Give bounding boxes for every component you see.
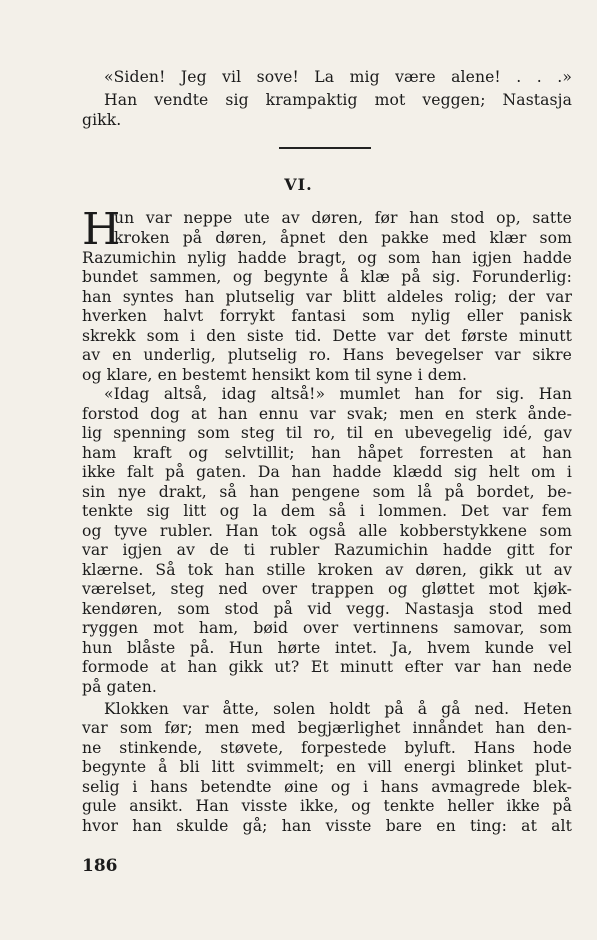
text-line: på gaten.: [82, 678, 157, 696]
page-number: 186: [82, 856, 118, 876]
text-line: tenkte sig litt og la dem så i lommen. Det var fem: [82, 502, 572, 520]
text-line: gule ansikt. Han visste ikke, og tenkte heller ikke på: [82, 797, 572, 815]
text-line: sin nye drakt, så han pengene som lå på bordet, be-: [82, 483, 572, 501]
text-line: kroken på døren, åpnet den pakke med klær som: [114, 229, 572, 247]
text-line: «Idag altså, idag altså!» mumlet han for sig. Han: [104, 385, 572, 403]
text-line: ikke falt på gaten. Da han hadde klædd sig helt om i: [82, 463, 572, 481]
text-line: un var neppe ute av døren, før han stod op, satte: [114, 209, 572, 227]
text-line: forstod dog at han ennu var svak; men en sterk ånde-: [82, 405, 572, 423]
text-line: lig spenning som steg til ro, til en ubevegelig idé, gav: [82, 424, 572, 442]
text-line: skrekk som i den siste tid. Dette var det første minutt: [82, 327, 572, 345]
text-line: ryggen mot ham, bøid over vertinnens samovar, som: [82, 619, 572, 637]
text-line: Klokken var åtte, solen holdt på å gå ned. Heten: [104, 700, 572, 718]
opening-line: «Siden! Jeg vil sove! La mig være alene! . . .»: [104, 68, 572, 86]
text-line: var som før; men med begjærlighet innåndet han den-: [82, 719, 572, 737]
text-line: begynte å bli litt svimmelt; en vill energi blinket plut-: [82, 758, 572, 776]
text-line: kendøren, som stod på vid vegg. Nastasja stod med: [82, 600, 572, 618]
text-line: av en underlig, plutselig ro. Hans bevegelser var sikre: [82, 346, 572, 364]
opening-line: Han vendte sig krampaktig mot veggen; Nastasja: [104, 91, 572, 109]
text-line: hverken halvt forrykt fantasi som nylig eller panisk: [82, 307, 572, 325]
text-line: værelset, steg ned over trappen og gløttet mot kjøk-: [82, 580, 572, 598]
text-line: formode at han gikk ut? Et minutt efter var han nede: [82, 658, 572, 676]
text-line: hvor han skulde gå; han visste bare en ting: at alt: [82, 817, 572, 835]
text-line: ne stinkende, støvete, forpestede byluft. Hans hode: [82, 739, 572, 757]
text-line: selig i hans betendte øine og i hans avmagrede blek-: [82, 778, 572, 796]
text-line: hun blåste på. Hun hørte intet. Ja, hvem kunde vel: [82, 639, 572, 657]
text-line: var igjen av de ti rubler Razumichin hadde gitt for: [82, 541, 572, 559]
chapter-heading: VI.: [284, 175, 313, 194]
text-line: Razumichin nylig hadde bragt, og som han igjen hadde: [82, 249, 572, 267]
text-line: klærne. Så tok han stille kroken av døren, gikk ut av: [82, 561, 572, 579]
text-line: han syntes han plutselig var blitt aldeles rolig; der var: [82, 288, 572, 306]
text-line: ham kraft og selvtillit; han håpet forresten at han: [82, 444, 572, 462]
section-divider: [279, 147, 371, 149]
text-line: og klare, en bestemt hensikt kom til syne i dem.: [82, 366, 468, 384]
text-line: og tyve rubler. Han tok også alle kobberstykkene som: [82, 522, 572, 540]
drop-cap: H: [82, 204, 121, 255]
opening-line: gikk.: [82, 111, 122, 129]
text-line: bundet sammen, og begynte å klæ på sig. Forunderlig:: [82, 268, 572, 286]
